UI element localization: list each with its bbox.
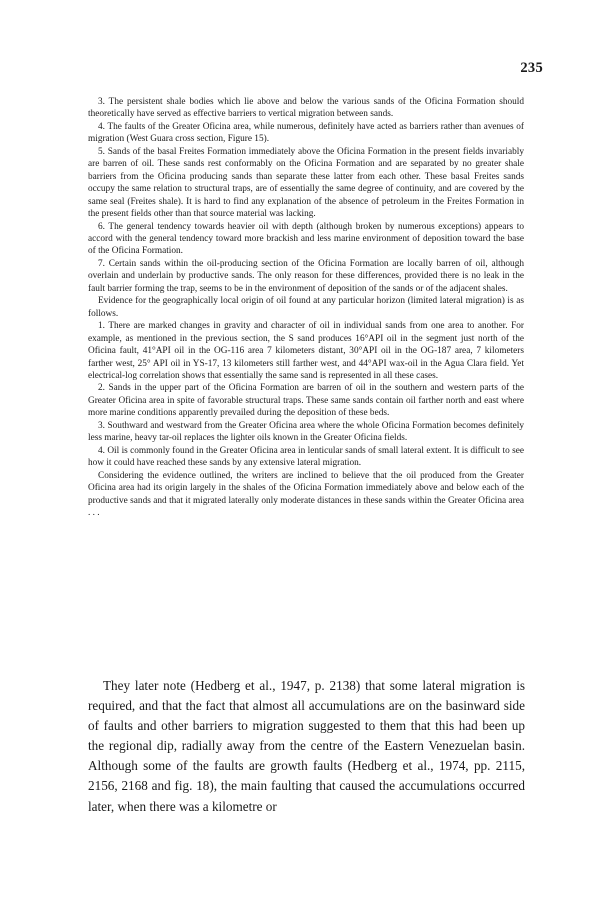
quote-paragraph: 5. Sands of the basal Freites Formation immediately above the Oficina Formation in the present fields invariably are barren of oil. These sands rest conformably on the Oficina Formation and are separated by no greater shale barriers from the Oficina producing sands than separate these latter from each other. These basal Freites sands occupy the same relation to structural traps, are of essentially the same degree of continuity, and are covered by the same seal (Freites shale). It is hard to find any explanation of the absence of petroleum in the Freites Formation in the present fields other than that source material was lacking.	[88, 146, 524, 220]
quote-paragraph: 3. Southward and westward from the Greater Oficina area where the whole Oficina Formation becomes definitely less marine, heavy tar-oil replaces the lighter oils known in the Greater Oficina fields.	[88, 420, 524, 444]
quote-paragraph: 2. Sands in the upper part of the Oficina Formation are barren of oil in the southern and western parts of the Greater Oficina area in spite of favorable structural traps. These same sands contain oil farther north and east where more marine conditions apparently prevailed during the deposition of these beds.	[88, 383, 524, 419]
quote-paragraph: 7. Certain sands within the oil-producing section of the Oficina Formation are locally barren of oil, although overlain and underlain by productive sands. The only reason for these differences, provided there is no leak in the fault barrier forming the trap, seems to be in the environment of deposition of the sands or of the adjacent shales.	[88, 258, 524, 294]
page-number: 235	[520, 60, 543, 76]
block-quotation	[88, 96, 524, 519]
quote-paragraph: Evidence for the geographically local origin of oil found at any particular horizon (limited lateral migration) is as follows.	[88, 296, 524, 319]
quote-paragraph: Considering the evidence outlined, the writers are inclined to believe that the oil produced from the Greater Oficina area had its origin largely in the shales of the Oficina Formation immediately above and below each of the productive sands and that it migrated laterally only moderate distances in these sands within the Greater Oficina area . . .	[88, 470, 524, 518]
quote-paragraph: 6. The general tendency towards heavier oil with depth (although broken by numerous exceptions) appears to accord with the general tendency toward more brackish and less marine environment of deposition toward the base of the Oficina Formation.	[88, 221, 524, 257]
quote-paragraph: 4. Oil is commonly found in the Greater Oficina area in lenticular sands of small lateral extent. It is difficult to see how it could have reached these sands by any extensive lateral migration.	[88, 445, 524, 469]
quote-paragraph: 1. There are marked changes in gravity and character of oil in individual sands from one area to another. For example, as mentioned in the previous section, the S sand produces 16°API oil in the segment just north of the Oficina fault, 41°API oil in the OG-116 area 7 kilometers distant, 30°API oil in the OG-187 area, 7 kilometers farther west, 25° API oil in YS-17, 13 kilometers still farther west, and 44°API wax-oil in the Agua Clara field. Yet electrical-log correlation shows that essentially the same sand is represented in all these cases.	[88, 321, 524, 381]
main-body-text	[88, 676, 525, 817]
quote-paragraph: 3. The persistent shale bodies which lie above and below the various sands of the Oficina Formation should theoretically have served as effective barriers to vertical migration between sands.	[88, 97, 524, 120]
body-paragraph: They later note (Hedberg et al., 1947, p. 2138) that some lateral migration is required, and that the fact that almost all accumulations are on the basinward side of faults and other barriers to migration suggested to them that this had been up the regional dip, radially away from the centre of the Eastern Venezuelan basin. Although some of the faults are growth faults (Hedberg et al., 1974, pp. 2115, 2156, 2168 and fig. 18), the main faulting that caused the accumulations occurred later, when there was a kilometre or	[88, 678, 525, 814]
quote-paragraph: 4. The faults of the Greater Oficina area, while numerous, definitely have acted as barriers rather than avenues of migration (West Guara cross section, Figure 15).	[88, 121, 524, 145]
